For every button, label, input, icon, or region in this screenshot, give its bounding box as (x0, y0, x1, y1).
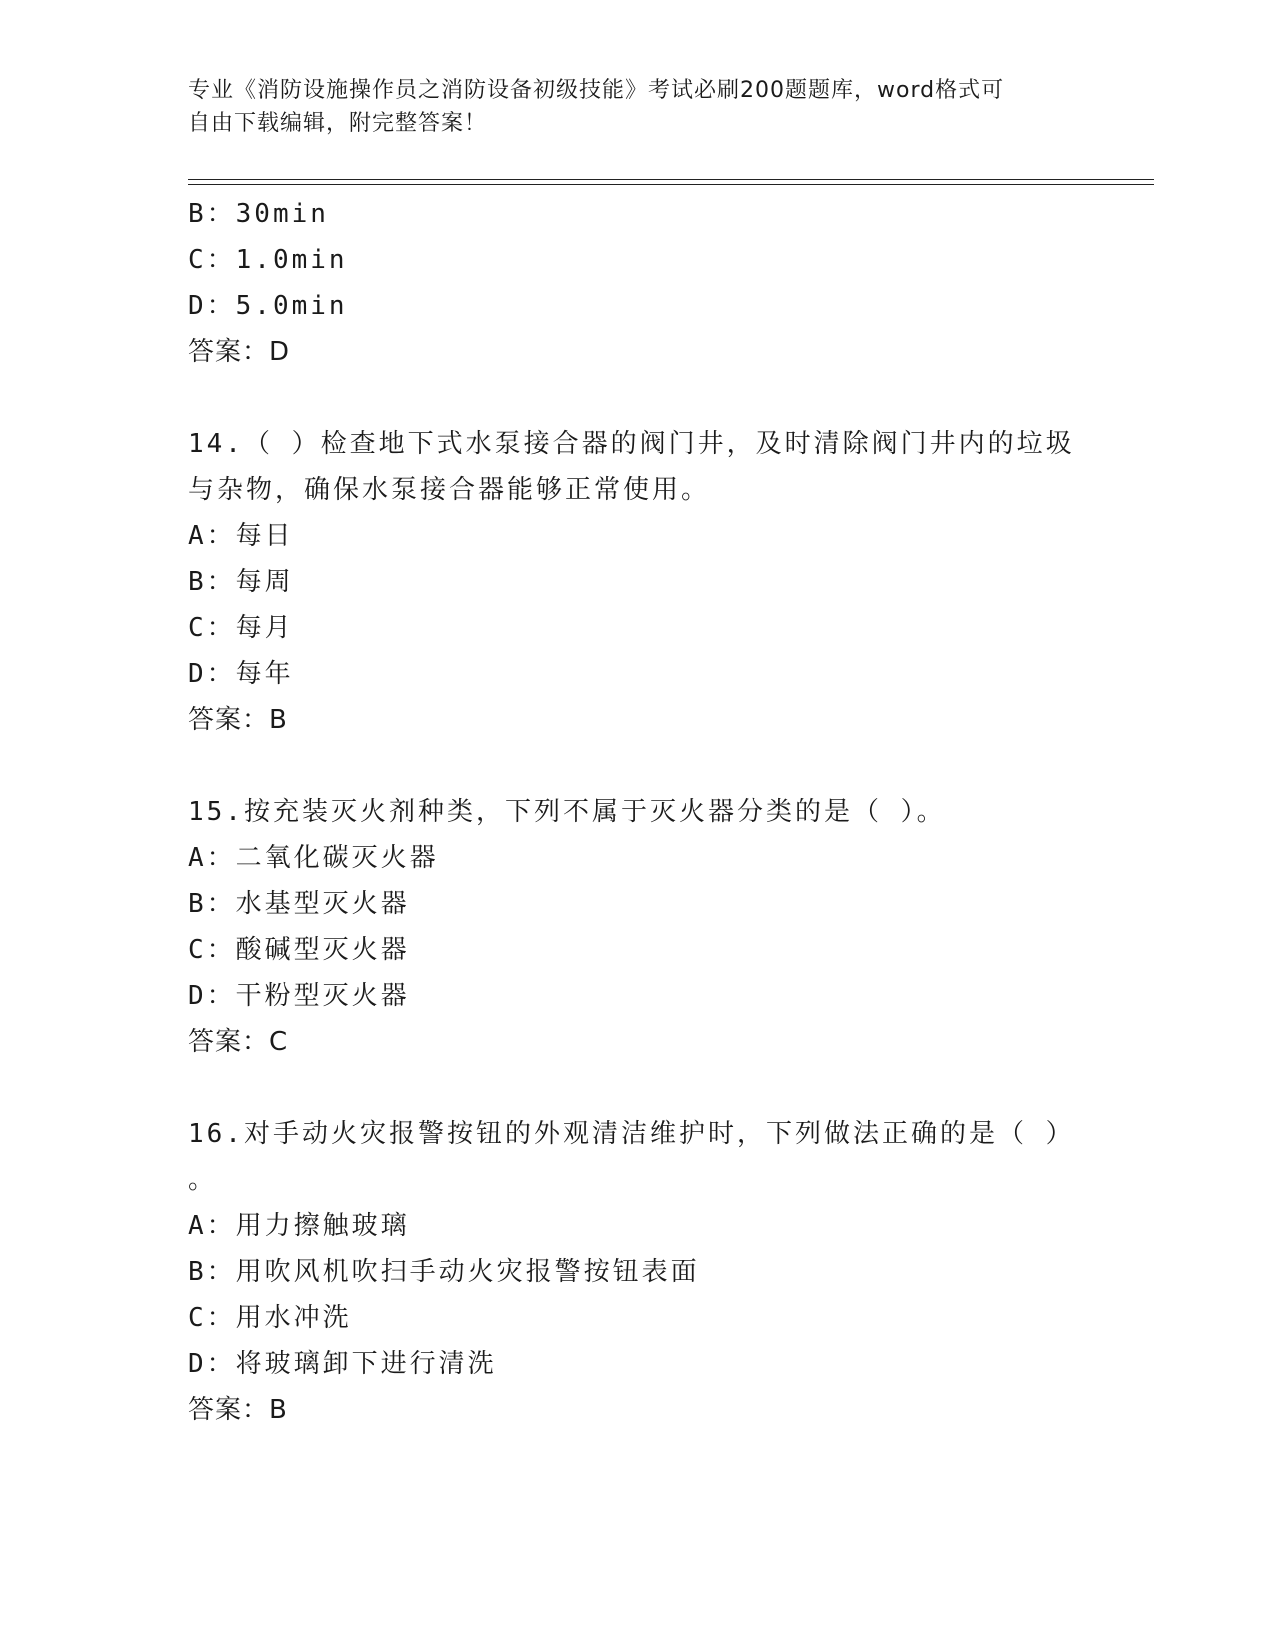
option-b: B：用吹风机吹扫手动火灾报警按钮表面 (188, 1257, 700, 1287)
question-stem-line: 14.（ ）检查地下式水泵接合器的阀门井，及时清除阀门井内的垃圾 (188, 429, 1075, 459)
option-c: C：酸碱型灭火器 (188, 935, 410, 965)
answer: 答案：D (188, 337, 291, 367)
option-c: C：每月 (188, 613, 294, 643)
option-d: D：每年 (188, 659, 294, 689)
question-content (188, 191, 1088, 1433)
question-13-tail (188, 191, 1088, 375)
answer: 答案：C (188, 1027, 289, 1057)
option-b: B：30min (188, 199, 329, 229)
option-c: C：用水冲洗 (188, 1303, 352, 1333)
question-14 (188, 421, 1088, 743)
question-stem-line: 与杂物，确保水泵接合器能够正常使用。 (188, 475, 711, 505)
document-header (188, 74, 1068, 140)
header-rule-top (188, 179, 1154, 180)
option-a: A：每日 (188, 521, 294, 551)
question-stem-line: 。 (188, 1165, 218, 1195)
option-d: D：干粉型灭火器 (188, 981, 410, 1011)
header-rule-bottom (188, 184, 1154, 185)
option-b: B：每周 (188, 567, 294, 597)
question-15 (188, 789, 1088, 1065)
header-line-2: 自由下载编辑，附完整答案！ (188, 111, 488, 136)
question-16 (188, 1111, 1088, 1433)
question-stem-line: 16.对手动火灾报警按钮的外观清洁维护时，下列做法正确的是（ ） (188, 1119, 1075, 1149)
option-a: A：二氧化碳灭火器 (188, 843, 439, 873)
answer: 答案：B (188, 705, 288, 735)
option-d: D：将玻璃卸下进行清洗 (188, 1349, 497, 1379)
answer: 答案：B (188, 1395, 288, 1425)
option-c: C：1.0min (188, 245, 348, 275)
question-stem-line: 15.按充装灭火剂种类，下列不属于灭火器分类的是（ ）。 (188, 797, 946, 827)
header-line-1: 专业《消防设施操作员之消防设备初级技能》考试必刷200题题库，word格式可 (188, 78, 1005, 103)
option-d: D：5.0min (188, 291, 348, 321)
option-a: A：用力擦触玻璃 (188, 1211, 410, 1241)
option-b: B：水基型灭火器 (188, 889, 410, 919)
